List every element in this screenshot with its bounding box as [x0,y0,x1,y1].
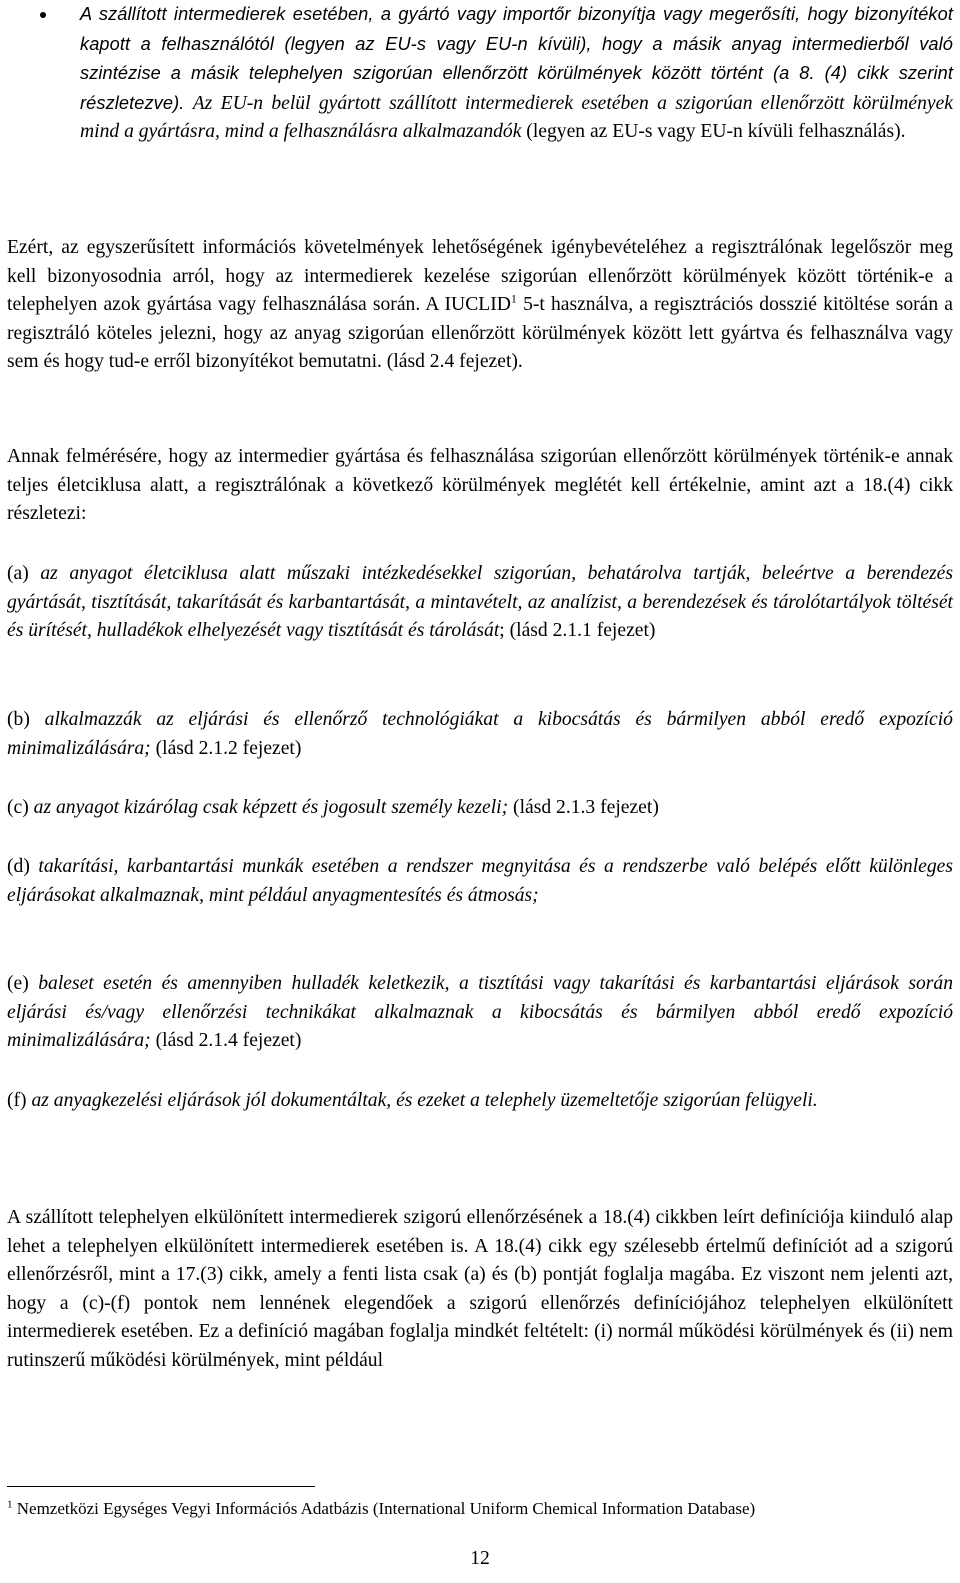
list-item-italic: baleset esetén és amennyiben hulladék keletkezik, a tisztítási vagy takarítási és karbantartási eljárások során eljárási és/vagy ellenőrzési technikákat alkalmaznak a kibocsátás és bármilyen abból eredő expozíció minimalizálására; [7,973,953,1052]
list-item-italic: alkalmazzák az eljárási és ellenőrző technológiákat a kibocsátás és bármilyen abból eredő expozíció minimalizálására; [7,709,953,759]
footnote-reference[interactable]: 1 [510,291,517,306]
list-item-e [7,970,953,1056]
bullet-text-italic-sans: A szállított intermedierek esetében, a gyártó vagy importőr bizonyítja vagy megerősíti, hogy bizonyítékot kapott a felhasználótól (legyen az EU-s vagy EU-n kívüli), hogy a másik anyag intermedierből való szintézise a másik telephelyen szigorúan ellenőrzött körülmények között történt (a 8. (4) cikk szerint részletezve). [80,4,953,113]
footnote-text: Nemzetközi Egységes Vegyi Információs Adatbázis (International Uniform Chemical Information Database) [12,1499,756,1518]
list-item-italic: az anyagot kizárólag csak képzett és jogosult személy kezeli; [33,797,509,818]
list-item-b [7,706,953,763]
list-item-prefix: (e) [7,973,39,994]
bullet-item [0,0,960,210]
list-item-prefix: (a) [7,563,41,584]
bullet-dot [40,12,46,18]
list-item-c [7,794,953,823]
list-item-prefix: (c) [7,797,34,818]
footnote [7,1497,957,1521]
list-item-suffix: (lásd 2.1.4 fejezet) [150,1030,302,1052]
list-item-suffix: (lásd 2.1.2 fejezet) [150,737,302,759]
bullet-text-normal: (legyen az EU-s vagy EU-n kívüli felhasználás). [521,121,906,143]
para1-text-continued: 5-t használva, a regisztrációs dosszié kitöltése során a regisztráló köteles jelezni, hogy az anyag szigorúan ellenőrzött körülmények között lett gyártva és felhasználva vagy sem és hogy tud-e erről bizonyítékot bemutatni. (lásd 2.4 fejezet). [7,294,953,373]
paragraph-assessment: Annak felmérésére, hogy az intermedier gyártása és felhasználása szigorúan ellenőrzött körülmények történik-e annak teljes életciklusa alatt, a regisztrálónak a következő körülmények meglétét kell értékelnie, amint azt a 18.(4) cikk részletezi: [7,446,953,525]
list-item-prefix: (f) [7,1090,32,1111]
list-item-prefix: (b) [7,709,45,730]
list-item-suffix: (lásd 2.1.3 fejezet) [508,797,659,818]
list-item-italic: az anyagot életciklusa alatt műszaki intézkedésekkel szigorúan, behatárolva tartják, beleértve a berendezés gyártását, tisztítását, takarítását és karbantartását, a mintavételt, az analízist, a berendezések és tárolótartályok töltését és ürítését, hulladékok elhelyezését vagy tisztítását és tárolását [7,563,953,642]
list-item-suffix: ; (lásd 2.1.1 fejezet) [499,620,656,642]
paragraph-simplified-requirements [7,234,953,377]
list-item-a [7,560,953,646]
bullet-text [80,0,953,147]
paragraph-site-isolated: A szállított telephelyen elkülönített intermedierek szigorú ellenőrzésének a 18.(4) cikkben leírt definíciója kiinduló alap lehet a telephelyen elkülönített intermedierek esetében is. A 18.(4) cikk egy szélesebb értelmű definíciót ad a szigorú ellenőrzésről, mint a 17.(3) cikk, amely a fenti lista csak (a) és (b) pontját foglalja magába. Ez viszont nem jelenti azt, hogy a (c)-(f) pontok nem lennének elegendőek a szigorú ellenőrzés definíciójához telephelyen elkülönített intermedierek esetében. Ez a definíció magában foglalja mindkét feltételt: (i) normál működési körülmények és (ii) nem rutinszerű működési körülmények, mint például [7,1207,953,1371]
page-number: 12 [470,1548,490,1569]
footnote-separator [7,1486,315,1487]
list-item-f [7,1087,953,1116]
list-item-prefix: (d) [7,856,39,877]
para1-text: Ezért, az egyszerűsített információs követelmények lehetőségének igénybevételéhez a regisztrálónak legelőször meg kell bizonyosodnia arról, hogy az intermedierek kezelése szigorúan ellenőrzött körülmények között történik-e a telephelyen azok gyártása vagy felhasználása során. A IUCLID [7,237,953,316]
footnote-marker: 1 [7,1498,13,1511]
list-item-italic: takarítási, karbantartási munkák esetében a rendszer megnyitása és a rendszerbe való belépés előtt különleges eljárásokat alkalmaznak, mint például anyagmentesítés és átmosás; [7,856,953,906]
bullet-text-italic: Az EU-n belül gyártott szállított intermedierek esetében a szigorúan ellenőrzött körülmények mind a gyártásra, mind a felhasználásra alkalmazandók [80,92,954,143]
list-item-italic: az anyagkezelési eljárások jól dokumentáltak, és ezeket a telephely üzemeltetője szigorúan felügyeli. [31,1090,818,1111]
list-item-d [7,853,953,910]
